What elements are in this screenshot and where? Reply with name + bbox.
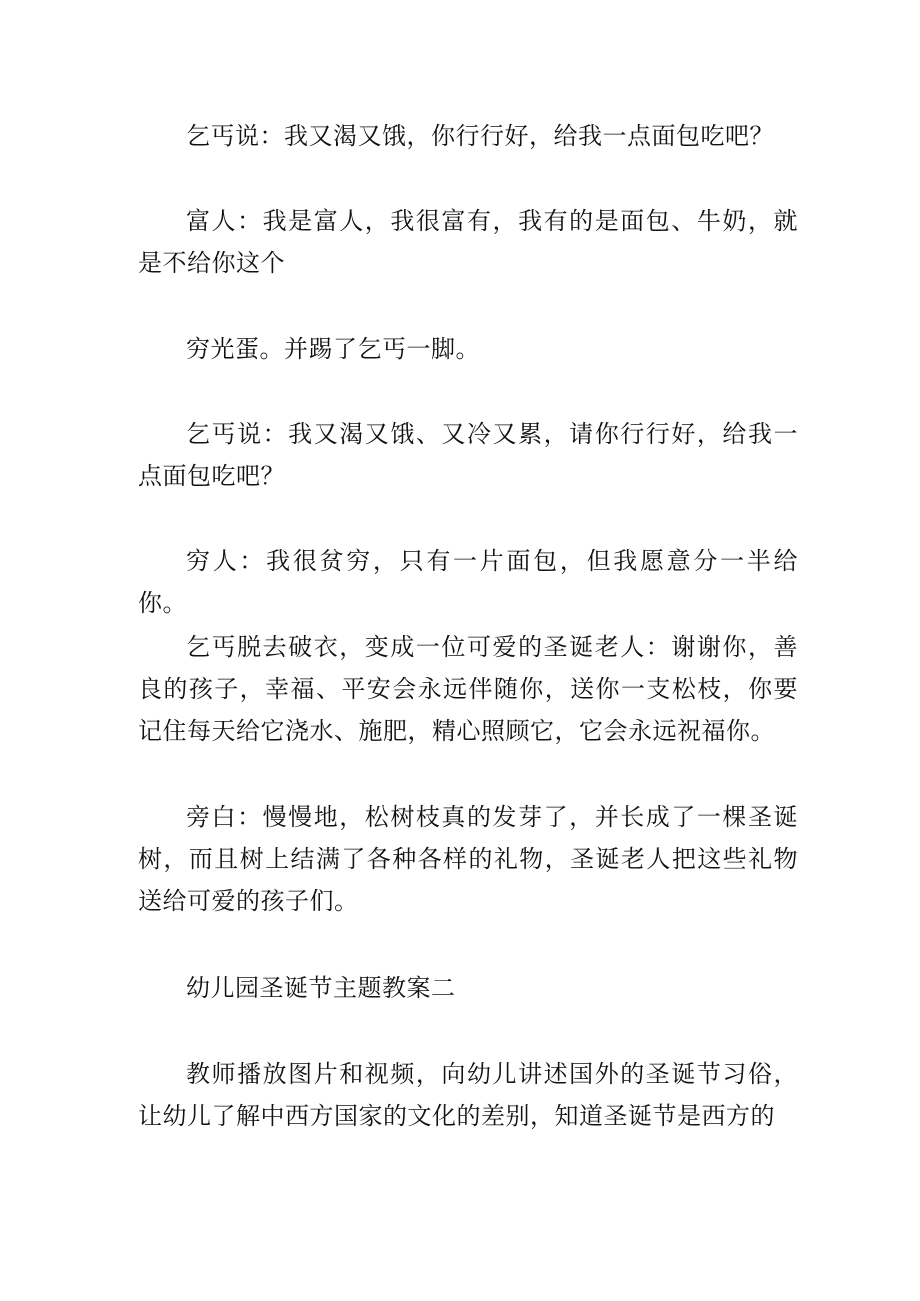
paragraph-rich-man: 富人：我是富人，我很富有，我有的是面包、牛奶，就是不给你这个 xyxy=(138,207,798,277)
paragraph-beggar-asks: 乞丐说：我又渴又饿，你行行好，给我一点面包吃吧？ xyxy=(186,122,774,150)
paragraph-teacher: 教师播放图片和视频，向幼儿讲述国外的圣诞节习俗，让幼儿了解中西方国家的文化的差别，知道圣诞节是西方的 xyxy=(138,1060,798,1130)
paragraph-poor-man: 穷人：我很贫穷，只有一片面包，但我愿意分一半给你。 xyxy=(138,547,798,617)
paragraph-kick: 穷光蛋。并踢了乞丐一脚。 xyxy=(186,335,480,363)
section-heading: 幼儿园圣诞节主题教案二 xyxy=(186,974,456,1002)
paragraph-narration: 旁白：慢慢地，松树枝真的发芽了，并长成了一棵圣诞树，而且树上结满了各种各样的礼物，圣诞老人把这些礼物送给可爱的孩子们。 xyxy=(138,803,798,915)
paragraph-beggar-asks-again: 乞丐说：我又渴又饿、又冷又累，请你行行好，给我一点面包吃吧？ xyxy=(138,420,798,490)
paragraph-santa-appears: 乞丐脱去破衣，变成一位可爱的圣诞老人：谢谢你，善良的孩子，幸福、平安会永远伴随你，送你一支松枝，你要记住每天给它浇水、施肥，精心照顾它，它会永远祝福你。 xyxy=(138,633,798,745)
